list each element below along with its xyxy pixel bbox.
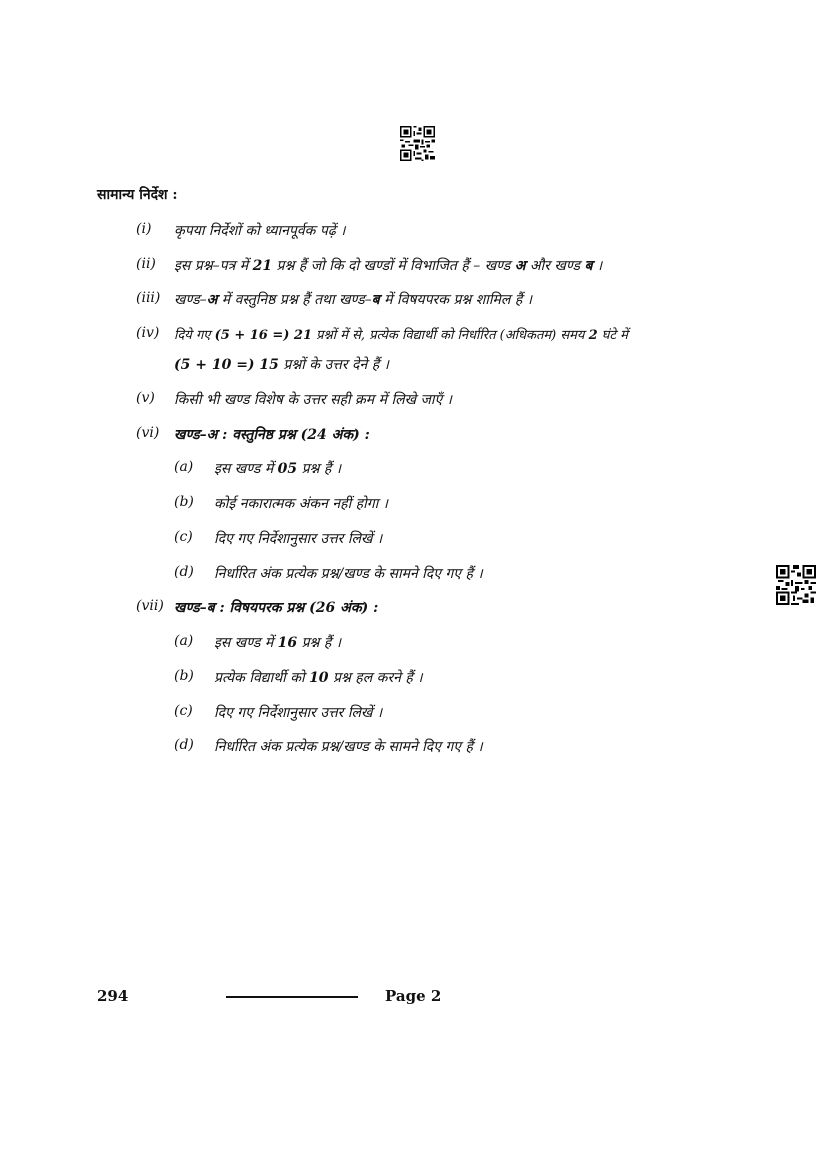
sub-item-letter: (a) xyxy=(174,633,194,649)
item-text: खण्ड–अ में वस्तुनिष्ठ प्रश्न हैं तथा खण्ड–ब में विषयपरक प्रश्न शामिल हैं । xyxy=(174,292,533,308)
item-text: किसी भी खण्ड विशेष के उत्तर सही क्रम में लिखे जाएँ । xyxy=(174,392,452,408)
item-text: खण्ड–ब : विषयपरक प्रश्न (26 अंक) : xyxy=(174,600,379,616)
item-number: (iii) xyxy=(136,290,161,306)
sub-item-text: दिए गए निर्देशानुसार उत्तर लिखें । xyxy=(214,531,383,547)
sub-item-letter: (a) xyxy=(174,459,194,475)
general-instructions-heading: सामान्य निर्देश : xyxy=(97,187,178,203)
qr-code-side-icon xyxy=(776,565,816,605)
footer-divider xyxy=(226,996,358,998)
sub-item-text: प्रत्येक विद्यार्थी को 10 प्रश्न हल करने हैं । xyxy=(214,670,423,686)
sub-item-text: निर्धारित अंक प्रत्येक प्रश्न/खण्ड के सामने दिए गए हैं । xyxy=(214,566,483,582)
sub-item-letter: (d) xyxy=(174,564,194,580)
item-number: (vi) xyxy=(136,425,160,441)
item-text: खण्ड–अ : वस्तुनिष्ठ प्रश्न (24 अंक) : xyxy=(174,427,370,443)
sub-item-text: इस खण्ड में 05 प्रश्न हैं । xyxy=(214,461,342,477)
item-text: कृपया निर्देशों को ध्यानपूर्वक पढ़ें । xyxy=(174,223,346,239)
sub-item-letter: (b) xyxy=(174,494,194,510)
item-number: (ii) xyxy=(136,256,156,272)
qr-code-top-icon xyxy=(400,126,435,161)
page-number: Page 2 xyxy=(385,987,442,1005)
item-number: (i) xyxy=(136,221,152,237)
sub-item-text: दिए गए निर्देशानुसार उत्तर लिखें । xyxy=(214,705,383,721)
sub-item-letter: (d) xyxy=(174,737,194,753)
sub-item-letter: (c) xyxy=(174,703,193,719)
paper-code: 294 xyxy=(97,987,129,1005)
item-text: दिये गए (5 + 16 =) 21 प्रश्नों में से, प्रत्येक विद्यार्थी को निर्धारित (अधिकतम) समय 2 घंटे में xyxy=(174,328,628,343)
item-number: (v) xyxy=(136,390,155,406)
sub-item-letter: (b) xyxy=(174,668,194,684)
sub-item-text: निर्धारित अंक प्रत्येक प्रश्न/खण्ड के सामने दिए गए हैं । xyxy=(214,739,483,755)
sub-item-text: इस खण्ड में 16 प्रश्न हैं । xyxy=(214,635,342,651)
item-number: (vii) xyxy=(136,598,164,614)
sub-item-letter: (c) xyxy=(174,529,193,545)
item-number: (iv) xyxy=(136,325,160,341)
item-text: इस प्रश्न–पत्र में 21 प्रश्न हैं जो कि दो खण्डों में विभाजित हैं – खण्ड अ और खण्ड ब । xyxy=(174,258,603,274)
item-text: (5 + 10 =) 15 प्रश्नों के उत्तर देने हैं । xyxy=(174,357,389,373)
sub-item-text: कोई नकारात्मक अंकन नहीं होगा । xyxy=(214,496,388,512)
